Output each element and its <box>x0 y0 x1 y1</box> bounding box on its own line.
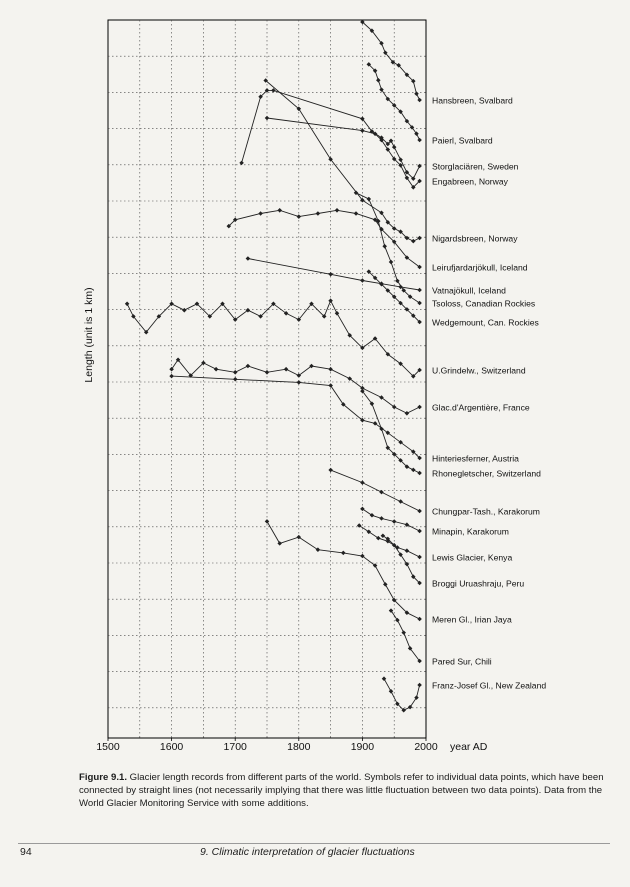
label-broggi-uruashraju-peru: Broggi Uruashraju, Peru <box>432 578 525 589</box>
data-point <box>125 302 130 307</box>
label-tsoloss-canadian-rockies: Tsoloss, Canadian Rockies <box>432 298 536 309</box>
label-nigardsbreen-norway: Nigardsbreen, Norway <box>432 233 518 244</box>
data-point <box>284 367 289 372</box>
data-point <box>328 272 333 277</box>
label-glac-d-argentiere-france: Glac.d'Argentière, France <box>432 402 530 413</box>
series-line <box>384 679 420 711</box>
label-paierl-svalbard: Paierl, Svalbard <box>432 135 493 146</box>
data-point <box>335 311 340 316</box>
data-point <box>233 370 238 375</box>
label-engabreen-norway: Engabreen, Norway <box>432 176 508 187</box>
figure-label: Figure 9.1. <box>79 772 127 783</box>
data-point <box>417 164 422 169</box>
data-point <box>417 405 422 410</box>
running-head: 9. Climatic interpretation of glacier fluctuations <box>200 846 415 858</box>
series-labels <box>432 96 546 691</box>
data-point <box>417 288 422 293</box>
series-line <box>391 611 420 661</box>
data-point <box>405 522 410 527</box>
label-minapin-karakorum: Minapin, Karakorum <box>432 526 509 537</box>
data-point <box>382 244 387 249</box>
x-tick-label: 1700 <box>223 741 247 753</box>
data-point <box>265 116 270 121</box>
data-point <box>265 370 270 375</box>
label-lewis-glacier-kenya: Lewis Glacier, Kenya <box>432 552 513 563</box>
data-point <box>360 128 365 133</box>
data-point <box>341 551 346 556</box>
label-meren-gl-irian-jaya: Meren Gl., Irian Jaya <box>432 614 512 625</box>
data-point <box>328 383 333 388</box>
x-axis-ticks <box>96 738 438 753</box>
series-tsoloss-canadian-rockies <box>354 191 422 306</box>
data-point <box>233 377 238 382</box>
data-point <box>398 499 403 504</box>
series-meren-gl-irian-jaya <box>265 519 422 621</box>
data-point <box>417 529 422 534</box>
series-lewis-glacier-kenya <box>357 523 422 559</box>
series-line <box>356 193 420 303</box>
label-hansbreen-svalbard: Hansbreen, Svalbard <box>432 95 513 106</box>
data-point <box>297 214 302 219</box>
series-storglaciaren-sweden <box>239 88 422 181</box>
series-line <box>248 259 420 291</box>
data-point <box>182 308 187 313</box>
data-point <box>417 509 422 514</box>
figure-caption <box>79 771 611 810</box>
series-hansbreen-svalbard <box>360 20 422 103</box>
series-hinteriesferner-austria <box>169 374 422 460</box>
data-point <box>335 208 340 213</box>
data-point <box>328 367 333 372</box>
y-axis-label: Length (unit is 1 km) <box>83 287 95 383</box>
series-line <box>331 470 420 511</box>
data-point <box>376 78 381 83</box>
data-point <box>277 208 282 213</box>
data-point <box>392 519 397 524</box>
data-point <box>328 468 333 473</box>
series-minapin-karakorum <box>360 507 422 534</box>
label-rhonegletscher-switzerland: Rhonegletscher, Switzerland <box>432 468 541 479</box>
x-tick-label: 1500 <box>96 741 120 753</box>
data-point <box>417 683 422 688</box>
data-point <box>246 364 251 369</box>
x-tick-label: 1800 <box>287 741 311 753</box>
data-point <box>265 519 270 524</box>
series-line <box>362 22 419 100</box>
x-tick-label: 1600 <box>159 741 184 753</box>
data-point <box>417 555 422 560</box>
label-chungpar-tash-karakorum: Chungpar-Tash., Karakorum <box>432 506 540 517</box>
data-point <box>417 98 422 103</box>
series-u-grindelw-switzerland <box>125 298 422 378</box>
data-point <box>258 211 263 216</box>
plot-frame <box>108 20 426 738</box>
label-wedgemount-can-rockies: Wedgemount, Can. Rockies <box>432 317 539 328</box>
label-u-grindelw-switzerland: U.Grindelw., Switzerland <box>432 365 526 376</box>
data-point <box>405 411 410 416</box>
series-line <box>229 210 420 267</box>
series-line <box>172 376 420 458</box>
data-point <box>392 145 397 150</box>
page-number: 94 <box>20 846 32 858</box>
horizontal-gridlines <box>108 56 426 708</box>
label-hinteriesferner-austria: Hinteriesferner, Austria <box>432 453 519 464</box>
label-storglaciaren-sweden: Storglaciären, Sweden <box>432 161 519 172</box>
data-point <box>379 516 384 521</box>
series-layer <box>125 20 422 713</box>
data-point <box>417 236 422 241</box>
data-point <box>382 676 387 681</box>
label-leirufjardarjokull-iceland: Leirufjardarjökull, Iceland <box>432 262 528 273</box>
series-franz-josef-gl-new-zealand <box>382 676 422 712</box>
data-point <box>214 367 219 372</box>
data-point <box>417 471 422 476</box>
data-point <box>389 689 394 694</box>
data-point <box>316 211 321 216</box>
label-vatnajokull-iceland: Vatnajökull, Iceland <box>432 285 506 296</box>
data-point <box>414 91 419 96</box>
data-point <box>379 490 384 495</box>
series-engabreen-norway <box>265 116 422 190</box>
series-paierl-svalbard <box>367 62 422 142</box>
series-line <box>267 521 420 619</box>
series-line <box>362 509 419 531</box>
label-franz-josef-gl-new-zealand: Franz-Josef Gl., New Zealand <box>432 680 547 691</box>
series-nigardsbreen-norway <box>263 78 421 243</box>
series-line <box>172 360 420 414</box>
figure-caption-text: Glacier length records from different parts of the world. Symbols refer to individual data points, which have been connected by straight lines (not necessarily implying that there was little fluctuation between two data points). Data from the World Glacier Monitoring Service with some additions. <box>79 772 604 809</box>
series-glac-d-argentiere-france <box>169 357 422 415</box>
series-pared-sur-chili <box>389 608 422 663</box>
data-point <box>367 197 372 202</box>
data-point <box>360 480 365 485</box>
data-point <box>328 298 333 303</box>
data-point <box>297 380 302 385</box>
data-point <box>277 541 282 546</box>
data-point <box>417 138 422 143</box>
data-point <box>401 630 406 635</box>
data-point <box>417 617 422 622</box>
data-point <box>411 468 416 473</box>
data-point <box>246 256 251 261</box>
data-point <box>370 513 375 518</box>
footer-rule <box>18 843 610 844</box>
data-point <box>398 157 403 162</box>
vertical-gridlines <box>140 20 394 738</box>
x-axis-label: year AD <box>450 741 488 753</box>
data-point <box>354 211 359 216</box>
data-point <box>169 374 174 379</box>
x-tick-label: 2000 <box>414 741 438 753</box>
data-point <box>239 161 244 166</box>
data-point <box>405 548 410 553</box>
data-point <box>360 278 365 283</box>
label-pared-sur-chili: Pared Sur, Chili <box>432 656 492 667</box>
series-chungpar-tash-karakorum <box>328 468 421 513</box>
x-tick-label: 1900 <box>350 741 375 753</box>
series-rhonegletscher-switzerland <box>360 389 422 475</box>
data-point <box>389 260 394 265</box>
data-point <box>411 239 416 244</box>
data-point <box>297 535 302 540</box>
data-point <box>383 582 388 587</box>
